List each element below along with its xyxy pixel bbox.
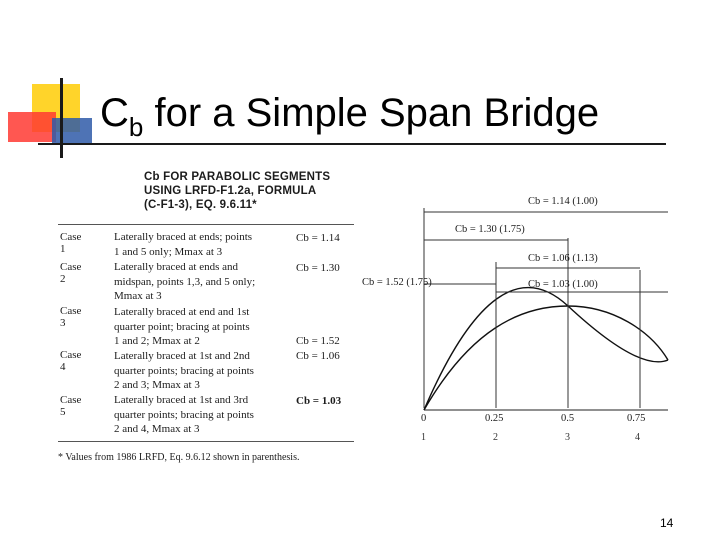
case-desc-line: 2 and 3; Mmax at 3 — [114, 379, 200, 391]
dim-label-case5: Cb = 1.03 (1.00) — [528, 279, 598, 290]
point-number: 1 — [421, 432, 426, 443]
case-desc-line: Laterally braced at ends; points — [114, 231, 253, 243]
case-desc-line: Laterally braced at ends and — [114, 261, 238, 273]
x-tick-label: 0.25 — [485, 413, 504, 424]
case-cb-value: Cb = 1.14 — [296, 232, 340, 244]
case-cb-value: Cb = 1.03 — [296, 395, 342, 407]
point-number: 2 — [493, 432, 498, 443]
parabola-curve-smooth — [424, 306, 668, 410]
case-desc-line: quarter points; bracing at points — [114, 408, 254, 421]
case-label: Case 4 — [60, 349, 82, 373]
page-number: 14 — [660, 516, 674, 530]
dim-label-case3: Cb = 1.52 (1.75) — [362, 277, 432, 288]
table-footnote: * Values from 1986 LRFD, Eq. 9.6.12 shown in parenthesis. — [58, 452, 300, 463]
case-label: Case 1 — [60, 231, 82, 255]
x-tick-label: 0.75 — [627, 413, 646, 424]
case-desc-line: 2 and 4, Mmax at 3 — [114, 423, 200, 435]
point-number: 3 — [565, 432, 570, 443]
case-desc-line: midspan, points 1,3, and 5 only; — [114, 275, 256, 288]
case-cb-line: Cb = 1.06 — [296, 349, 340, 362]
case-cb-line: Cb = 1.52 — [296, 335, 340, 347]
dim-label-case1: Cb = 1.14 (1.00) — [528, 196, 598, 207]
dim-label-case4: Cb = 1.06 (1.13) — [528, 253, 598, 264]
parabola-curve — [424, 288, 668, 410]
case-desc-line: Mmax at 3 — [114, 290, 162, 302]
x-tick-label: 0 — [421, 413, 427, 424]
case-cb-value: Cb = 1.30 — [296, 262, 340, 274]
case-label: Case 5 — [60, 394, 82, 418]
case-desc-line: 1 and 5 only; Mmax at 3 — [114, 245, 223, 258]
case-label: Case 3 — [60, 305, 82, 329]
table-heading-line: (C-F1-3), EQ. 9.6.11* — [144, 199, 257, 211]
table-heading-line: USING LRFD-F1.2a, FORMULA — [144, 185, 317, 197]
title-main: C — [100, 91, 129, 135]
case-desc-line: Laterally braced at 1st and 2nd — [114, 350, 250, 362]
dim-label-case2: Cb = 1.30 (1.75) — [455, 224, 525, 235]
table-heading-line: Cb FOR PARABOLIC SEGMENTS — [144, 171, 331, 183]
case-desc-line: 1 and 2; Mmax at 2 — [114, 335, 200, 347]
title-subscript: b — [128, 112, 144, 142]
case-desc-line: Laterally braced at end and 1st — [114, 306, 250, 318]
case-desc-line: Laterally braced at 1st and 3rd — [114, 394, 249, 406]
case-label: Case 2 — [60, 261, 82, 285]
case-desc-line: quarter point; bracing at points — [114, 320, 250, 333]
case-desc-line: quarter points; bracing at points — [114, 364, 254, 377]
point-number: 4 — [635, 432, 640, 443]
title-rest: for a Simple Span Bridge — [143, 91, 600, 135]
x-tick-label: 0.5 — [561, 413, 575, 424]
